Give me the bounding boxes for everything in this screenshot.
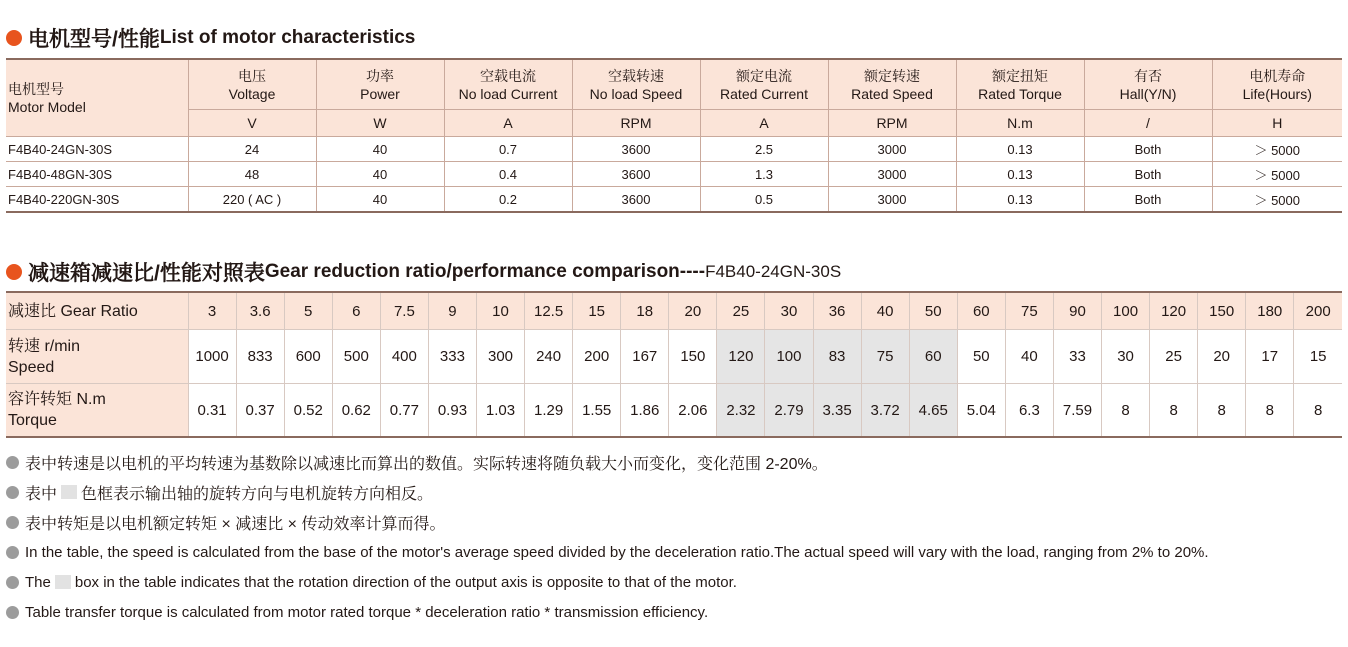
ratio-cell: 100 (1102, 292, 1150, 330)
unit-cell: W (316, 110, 444, 137)
bullet-icon (6, 456, 19, 469)
torque-cell: 0.93 (428, 384, 476, 438)
value-cell: 0.13 (956, 162, 1084, 187)
speed-cell: 120 (717, 330, 765, 384)
bullet-icon (6, 516, 19, 529)
model-header (6, 59, 188, 137)
ratio-cell: 15 (573, 292, 621, 330)
bullet-icon (6, 486, 19, 499)
speed-cell: 240 (525, 330, 573, 384)
section-title-en: Gear reduction ratio/performance comparison---- (264, 261, 706, 282)
model-cell: F4B40-24GN-30S (6, 137, 188, 162)
value-cell: Both (1084, 187, 1212, 213)
section-title-motor-characteristics (6, 23, 415, 53)
ratio-cell: 10 (476, 292, 524, 330)
note-en-speed: In the table, the speed is calculated from the base of the motor's average speed divided by the deceleration ratio.The actual speed will vary with the load, ranging from 2% to 20%. (6, 537, 1209, 567)
value-cell: 48 (188, 162, 316, 187)
torque-cell: 8 (1246, 384, 1294, 438)
section-title-en: List of motor characteristics (159, 27, 416, 48)
ratio-cell: 18 (621, 292, 669, 330)
ratio-cell: 3 (188, 292, 236, 330)
torque-cell: 8 (1198, 384, 1246, 438)
model-header-cn: 电机型号 (8, 81, 64, 97)
speed-cell: 200 (573, 330, 621, 384)
col-header: 空载电流 No load Current (444, 59, 572, 110)
speed-label: 转速 r/min Speed (6, 330, 188, 384)
value-cell: 1.3 (700, 162, 828, 187)
note-cn-torque: 表中转矩是以电机额定转矩 × 减速比 × 传动效率计算而得。 (6, 507, 1209, 537)
torque-cell: 0.77 (380, 384, 428, 438)
model-cell: F4B40-48GN-30S (6, 162, 188, 187)
section-title-cn: 减速箱减速比/性能对照表 (28, 262, 265, 285)
note-en-torque: Table transfer torque is calculated from motor rated torque * deceleration ratio * transmission efficiency. (6, 597, 1209, 627)
col-header: 空载转速 No load Speed (572, 59, 700, 110)
model-cell: F4B40-220GN-30S (6, 187, 188, 213)
speed-cell: 833 (236, 330, 284, 384)
value-cell: Both (1084, 162, 1212, 187)
value-cell: 24 (188, 137, 316, 162)
ratio-cell: 120 (1150, 292, 1198, 330)
torque-cell: 2.79 (765, 384, 813, 438)
torque-cell: 0.62 (332, 384, 380, 438)
unit-cell: H (1212, 110, 1342, 137)
section-title-model: F4B40-24GN-30S (705, 262, 842, 281)
speed-cell: 30 (1102, 330, 1150, 384)
ratio-cell: 6 (332, 292, 380, 330)
ratio-cell: 50 (909, 292, 957, 330)
ratio-cell: 25 (717, 292, 765, 330)
table-row (6, 187, 1342, 213)
unit-cell: A (444, 110, 572, 137)
speed-cell: 500 (332, 330, 380, 384)
unit-cell: A (700, 110, 828, 137)
speed-cell: 1000 (188, 330, 236, 384)
ratio-cell: 150 (1198, 292, 1246, 330)
speed-cell: 300 (476, 330, 524, 384)
speed-cell: 83 (813, 330, 861, 384)
value-cell: ＞ 5000 (1212, 137, 1342, 162)
torque-cell: 6.3 (1005, 384, 1053, 438)
value-cell: 40 (316, 137, 444, 162)
unit-cell: V (188, 110, 316, 137)
note-cn-direction: 表中 色框表示输出轴的旋转方向与电机旋转方向相反。 (6, 477, 1209, 507)
unit-cell: N.m (956, 110, 1084, 137)
value-cell: 220 ( AC ) (188, 187, 316, 213)
value-cell: 3600 (572, 137, 700, 162)
ratio-cell: 12.5 (525, 292, 573, 330)
speed-cell: 20 (1198, 330, 1246, 384)
value-cell: 0.13 (956, 187, 1084, 213)
value-cell: ＞ 5000 (1212, 187, 1342, 213)
torque-cell: 0.52 (284, 384, 332, 438)
col-header: 电压 Voltage (188, 59, 316, 110)
ratio-cell: 90 (1053, 292, 1101, 330)
value-cell: 0.4 (444, 162, 572, 187)
torque-cell: 8 (1102, 384, 1150, 438)
col-header: 有否 Hall(Y/N) (1084, 59, 1212, 110)
torque-cell: 8 (1150, 384, 1198, 438)
speed-cell: 40 (1005, 330, 1053, 384)
torque-label: 容许转矩 N.m Torque (6, 384, 188, 438)
col-header: 额定转速 Rated Speed (828, 59, 956, 110)
table-row (6, 137, 1342, 162)
unit-cell: RPM (828, 110, 956, 137)
orange-dot-icon (6, 264, 22, 280)
value-cell: 3600 (572, 187, 700, 213)
ratio-cell: 7.5 (380, 292, 428, 330)
gear-ratio-table (6, 291, 1342, 438)
bullet-icon (6, 576, 19, 589)
value-cell: 0.5 (700, 187, 828, 213)
torque-cell: 3.35 (813, 384, 861, 438)
col-header: 额定电流 Rated Current (700, 59, 828, 110)
ratio-cell: 75 (1005, 292, 1053, 330)
notes (6, 447, 1209, 627)
orange-dot-icon (6, 30, 22, 46)
value-cell: 3000 (828, 162, 956, 187)
gear-ratio-label: 减速比 Gear Ratio (6, 292, 188, 330)
torque-cell: 1.03 (476, 384, 524, 438)
speed-cell: 333 (428, 330, 476, 384)
section-title-cn: 电机型号/性能 (28, 28, 160, 51)
model-header-en: Motor Model (8, 99, 86, 115)
col-header: 额定扭矩 Rated Torque (956, 59, 1084, 110)
torque-cell: 0.31 (188, 384, 236, 438)
unit-cell: / (1084, 110, 1212, 137)
speed-cell: 33 (1053, 330, 1101, 384)
ratio-cell: 30 (765, 292, 813, 330)
speed-cell: 50 (957, 330, 1005, 384)
speed-cell: 400 (380, 330, 428, 384)
speed-cell: 17 (1246, 330, 1294, 384)
ratio-cell: 5 (284, 292, 332, 330)
torque-cell: 1.29 (525, 384, 573, 438)
value-cell: 0.7 (444, 137, 572, 162)
value-cell: 0.2 (444, 187, 572, 213)
gray-box-icon (61, 485, 77, 499)
bullet-icon (6, 606, 19, 619)
torque-cell: 1.86 (621, 384, 669, 438)
note-en-direction: The box in the table indicates that the rotation direction of the output axis is opposite to that of the motor. (6, 567, 1209, 597)
torque-cell: 2.06 (669, 384, 717, 438)
torque-cell: 4.65 (909, 384, 957, 438)
torque-cell: 5.04 (957, 384, 1005, 438)
table-row (6, 162, 1342, 187)
ratio-cell: 3.6 (236, 292, 284, 330)
speed-cell: 100 (765, 330, 813, 384)
torque-cell: 7.59 (1053, 384, 1101, 438)
torque-cell: 2.32 (717, 384, 765, 438)
value-cell: ＞ 5000 (1212, 162, 1342, 187)
value-cell: 40 (316, 162, 444, 187)
value-cell: 40 (316, 187, 444, 213)
ratio-cell: 36 (813, 292, 861, 330)
ratio-cell: 20 (669, 292, 717, 330)
value-cell: 3600 (572, 162, 700, 187)
ratio-cell: 60 (957, 292, 1005, 330)
value-cell: 0.13 (956, 137, 1084, 162)
ratio-cell: 9 (428, 292, 476, 330)
speed-cell: 25 (1150, 330, 1198, 384)
col-header: 功率 Power (316, 59, 444, 110)
motor-characteristics-table (6, 58, 1342, 213)
ratio-cell: 180 (1246, 292, 1294, 330)
section-title-gear-ratio (6, 257, 841, 287)
value-cell: 3000 (828, 137, 956, 162)
torque-cell: 3.72 (861, 384, 909, 438)
unit-cell: RPM (572, 110, 700, 137)
value-cell: Both (1084, 137, 1212, 162)
ratio-cell: 40 (861, 292, 909, 330)
torque-cell: 1.55 (573, 384, 621, 438)
ratio-cell: 200 (1294, 292, 1342, 330)
bullet-icon (6, 546, 19, 559)
value-cell: 3000 (828, 187, 956, 213)
gray-box-icon (55, 575, 71, 589)
speed-cell: 167 (621, 330, 669, 384)
col-header: 电机寿命 Life(Hours) (1212, 59, 1342, 110)
torque-cell: 8 (1294, 384, 1342, 438)
speed-cell: 60 (909, 330, 957, 384)
value-cell: 2.5 (700, 137, 828, 162)
note-cn-speed: 表中转速是以电机的平均转速为基数除以减速比而算出的数值。实际转速将随负载大小而变化，变化范围 2-20%。 (6, 447, 1209, 477)
speed-cell: 600 (284, 330, 332, 384)
speed-cell: 75 (861, 330, 909, 384)
speed-cell: 150 (669, 330, 717, 384)
torque-cell: 0.37 (236, 384, 284, 438)
speed-cell: 15 (1294, 330, 1342, 384)
